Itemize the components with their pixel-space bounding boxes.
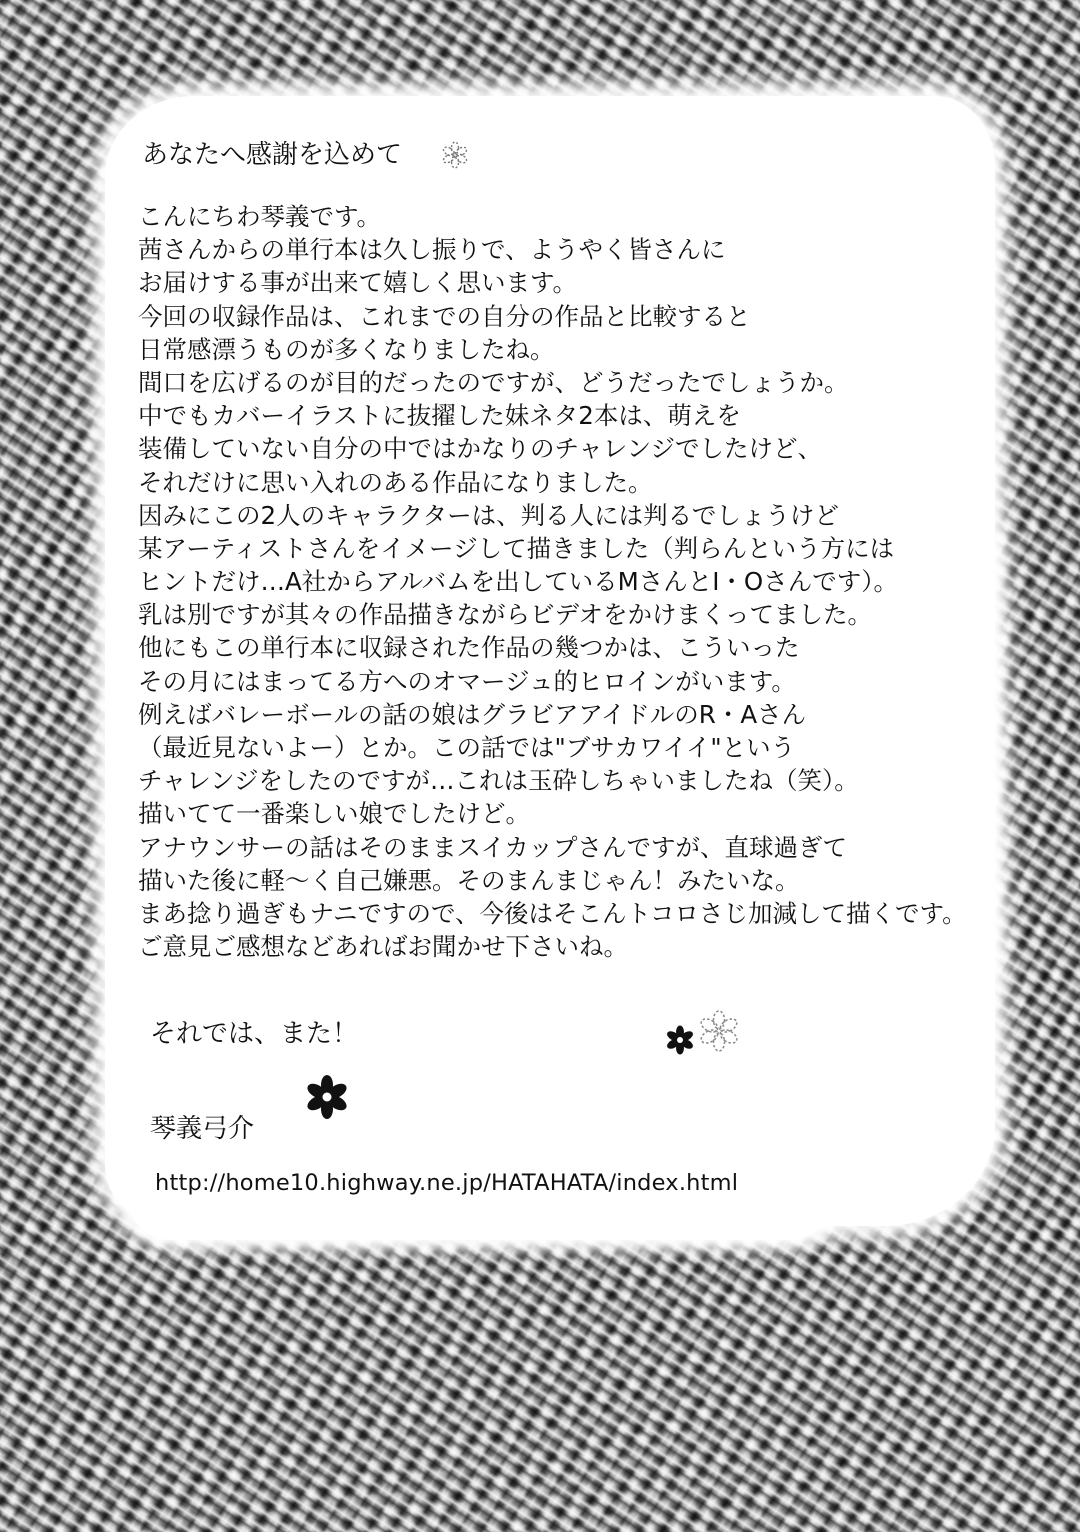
letter-line: 因みにこの2人のキャラクターは、判る人には判るでしょうけど [138,500,839,530]
letter-line: 今回の収録作品は、これまでの自分の作品と比較すると [138,301,751,331]
letter-line: 乳は別ですが其々の作品描きながらビデオをかけまくってました。 [138,600,873,630]
letter-line: 茜さんからの単行本は久し振りで、ようやく皆さんに [138,235,726,265]
letter-line: チャレンジをしたのですが…これは玉砕しちゃいましたね（笑）。 [138,766,859,796]
letter-line: 某アーティストさんをイメージして描きました（判らんという方には [138,533,895,563]
letter-line: 例えばバレーボールの話の娘はグラビアアイドルのR・Aさん [138,699,807,729]
flower-icon [440,140,470,170]
letter-line: それだけに思い入れのある作品になりました。 [138,467,653,497]
letter-heading: あなたへ感謝を込めて [142,140,403,170]
letter-line: 中でもカバーイラストに抜擢した妹ネタ2本は、萌えを [138,401,741,431]
letter-signature: 琴義弓介 [150,1114,255,1144]
letter-line: 装備していない自分の中ではかなりのチャレンジでしたけど、 [138,434,823,464]
letter-line: ヒントだけ…A社からアルバムを出しているMさんとI・Oさんです）。 [138,567,898,597]
letter-line: アナウンサーの話はそのままスイカップさんですが、直球過ぎて [138,832,848,862]
letter-line: こんにちわ琴義です。 [138,202,382,231]
flower-icon [302,1072,352,1122]
letter-line: 日常感漂うものが多くなりましたね。 [138,334,555,364]
letter-line: ご意見ご感想などあればお聞かせ下さいね。 [138,932,628,962]
letter-closing: それでは、また！ [150,1019,359,1049]
letter-line: 描いた後に軽～く自己嫌悪。そのまんまじゃん！みたいな。 [138,865,800,895]
flower-icon [664,1024,696,1056]
letter-line: その月にはまってる方へのオマージュ的ヒロインがいます。 [138,666,796,696]
flower-icon [696,1008,742,1054]
letter-line: 他にもこの単行本に収録された作品の幾つかは、こういった [138,633,800,663]
website-url: http://home10.highway.ne.jp/HATAHATA/index.html [155,1170,739,1196]
letter-line: （最近見ないよー）とか。この話では"ブサカワイイ"という [138,733,796,762]
letter-line: 間口を広げるのが目的だったのですが、どうだったでしょうか。 [138,367,849,397]
letter-line: まあ捻り過ぎもナニですので、今後はそこんトコロさじ加減して描くです。 [138,898,967,928]
letter-line: 描いてて一番楽しい娘でしたけど。 [138,799,530,829]
letter-line: お届けする事が出来て嬉しく思います。 [138,268,578,298]
letter-body [138,200,967,963]
